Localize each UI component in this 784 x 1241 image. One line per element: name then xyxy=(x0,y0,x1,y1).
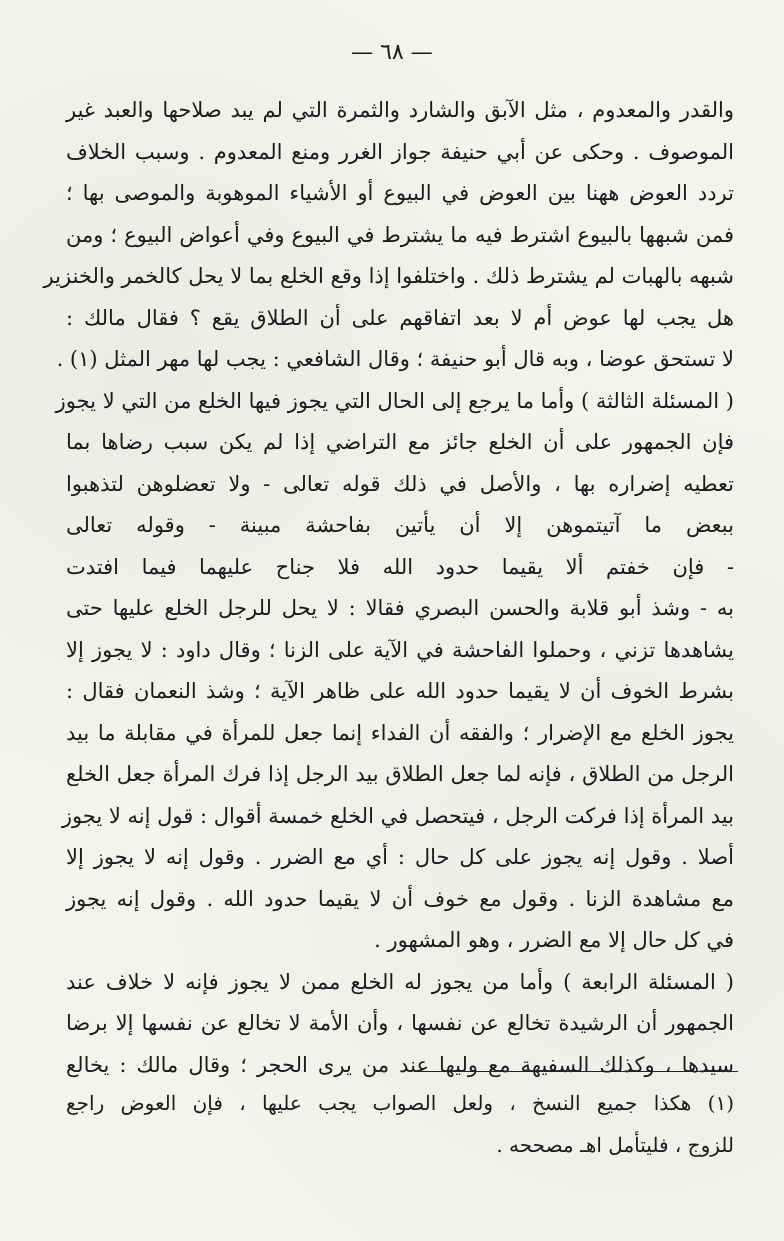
text-line: بشرط الخوف أن لا يقيما حدود الله على ظاهر الآية ؛ وشذ النعمان فقال : xyxy=(66,679,734,703)
page-number: — ٦٨ — xyxy=(351,40,433,65)
text-line: به - وشذ أبو قلابة والحسن البصري فقالا : لا يحل للرجل الخلع عليها حتى xyxy=(66,596,734,620)
main-text-block xyxy=(43,90,734,1086)
quran-verse-line: ببعض ما آتيتموهن إلا أن يأتين بفاحشة مبينة - وقوله تعالى xyxy=(66,513,734,537)
section-heading-line: ( المسئلة الثالثة ) وأما ما يرجع إلى الحال التي يجوز فيها الخلع من التي لا يجوز xyxy=(55,388,734,413)
section-heading-line: ( المسئلة الرابعة ) وأما من يجوز له الخلع ممن لا يجوز فإنه لا خلاف عند xyxy=(66,969,734,994)
text-line: في كل حال إلا مع الضرر ، وهو المشهور . xyxy=(374,928,734,952)
text-line: فإن الجمهور على أن الخلع جائز مع التراضي إذا لم يكن سبب رضاها بما xyxy=(66,430,734,454)
footnote-line: (١) هكذا جميع النسخ ، ولعل الصواب يجب عليها ، فإن العوض راجع xyxy=(66,1091,734,1115)
text-line: الرجل من الطلاق ، فإنه لما جعل الطلاق بيد الرجل إذا فرك المرأة جعل الخلع xyxy=(66,762,734,786)
text-line: تردد العوض ههنا بين العوض في البيوع أو الأشياء الموهوبة والموصى بها ؛ xyxy=(66,181,734,205)
text-line: هل يجب لها عوض أم لا بعد اتفاقهم على أن الطلاق يقع ؟ فقال مالك : xyxy=(66,305,734,330)
text-line: سيدها ، وكذلك السفيهة مع وليها عند من يرى الحجر ؛ وقال مالك : يخالع xyxy=(66,1052,734,1077)
text-line: فمن شبهها بالبيوع اشترط فيه ما يشترط في البيوع وفي أعواض البيوع ؛ ومن xyxy=(66,222,734,247)
text-line: الموصوف . وحكى عن أبي حنيفة جواز الغرر ومنع المعدوم . وسبب الخلاف xyxy=(66,139,734,164)
footnote-line: للزوج ، فليتأمل اهـ مصححه . xyxy=(496,1133,734,1157)
quran-verse-line: - فإن خفتم ألا يقيما حدود الله فلا جناح عليهما فيما افتدت xyxy=(66,554,734,579)
footnote-block xyxy=(66,1082,734,1166)
text-line: مع مشاهدة الزنا . وقول مع خوف أن لا يقيما حدود الله . وقول إنه يجوز xyxy=(66,886,734,911)
text-line: تعطيه إضراره بها ، والأصل في ذلك قوله تعالى - ولا تعضلوهن لتذهبوا xyxy=(66,471,734,496)
text-line: والقدر والمعدوم ، مثل الآبق والشارد والثمرة التي لم يبد صلاحها والعبد غير xyxy=(66,98,734,122)
text-line: بيد المرأة إذا فركت الرجل ، فيتحصل في الخلع خمسة أقوال : قول إنه لا يجوز xyxy=(61,803,734,828)
text-line: أصلا . وقول إنه يجوز على كل حال : أي مع الضرر . وقول إنه لا يجوز إلا xyxy=(66,845,734,869)
text-line: لا تستحق عوضا ، وبه قال أبو حنيفة ؛ وقال الشافعي : يجب لها مهر المثل (١) . xyxy=(56,347,734,371)
text-line: شبهه بالهبات لم يشترط ذلك . واختلفوا إذا وقع الخلع بما لا يحل كالخمر والخنزير xyxy=(43,264,734,288)
text-line: الجمهور أن الرشيدة تخالع عن نفسها ، وأن الأمة لا تخالع عن نفسها إلا برضا xyxy=(66,1011,734,1035)
text-line: يجوز الخلع مع الإضرار ؛ والفقه أن الفداء إنما جعل للمرأة في مقابلة ما بيد xyxy=(66,720,734,745)
text-line: يشاهدها تزني ، وحملوا الفاحشة في الآية على الزنا ؛ وقال داود : لا يجوز إلا xyxy=(66,637,734,662)
footnote-divider xyxy=(414,1071,738,1072)
